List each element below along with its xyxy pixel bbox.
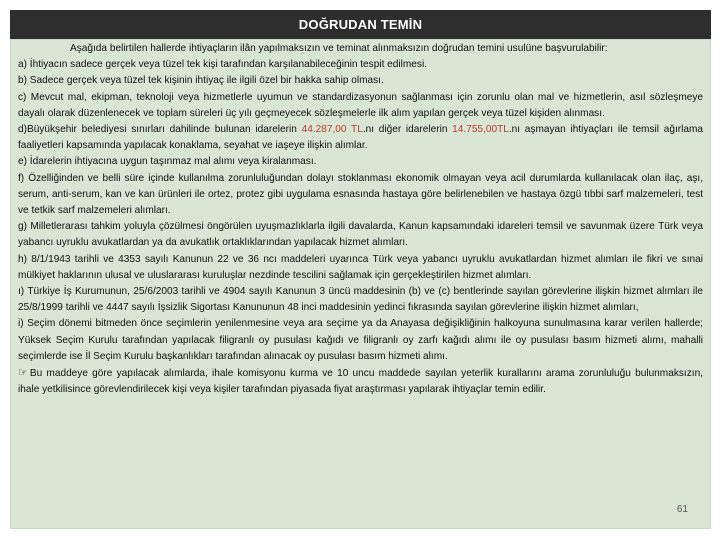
content-box [10,39,711,529]
page-number: 61 [676,503,688,515]
intro-paragraph: Aşağıda belirtilen hallerde ihtiyaçların ilân yapılmaksızın ve teminat alınmaksızın doğrudan temini usulüne başvurulabilir: [70,43,608,54]
item-g: g) Milletlerarası tahkim yoluyla çözülmesi öngörülen uyuşmazlıklarla ilgili davalarda, Kanun kapsamındaki idareleri temsil ve savunmak üzere Türk veya yabancı uyruklu avukatlardan ya da avukatlık ortaklıklarından yapılacak hizmet alımları. [18,221,703,249]
item-b: b) Sadece gerçek veya tüzel tek kişinin ihtiyaç ile ilgili özel bir hakka sahip olması. [18,75,384,87]
item-d-text-2: .nı diğer idarelerin [362,124,453,136]
item-a: a) İhtiyacın sadece gerçek veya tüzel tek kişi tarafından karşılanabileceğinin tespit edilmesi. [18,59,428,71]
slide-title: DOĞRUDAN TEMİN [10,10,711,39]
item-i: i) Seçim dönemi bitmeden önce seçimlerin yenilenmesine veya ara seçime ya da Anayasa değişikliğinin halkoyuna sunulmasına karar verilen hallerde; Yüksek Seçim Kurulu tarafından yapılacak filigranlı oy pusulası kağıdı ve filigranlı oy zarfı kağıdı alımı ile oy pusulası basım hizmeti alımı, mahalli seçimlerde ise İl Seçim Kurulu başkanlıkları tarafından alınacak oy pusulası basım hizmeti alımı. [18,318,703,362]
item-f: f) Özelliğinden ve belli süre içinde kullanılma zorunluluğundan dolayı stoklanması ekonomik olmayan veya acil durumlarda kullanılacak olan ilaç, aşı, serum, anti-serum, kan ve kan ürünleri ile ortez, protez gibi uygulama esnasında hastaya göre belirlenebilen ve hastaya özgü tıbbi sarf malzemeleri, test ve tetkik sarf malzemeleri alımları. [18,172,703,217]
pointing-hand-icon: ☞ [18,367,28,380]
item-h: h) 8/1/1943 tarihli ve 4353 sayılı Kanunun 22 ve 36 ncı maddeleri uyarınca Türk veya yabancı uyruklu avukatlardan hizmet alımları ile fikri ve sınai mülkiyet haklarının ulusal ve uluslararası kuruluşlar nezdinde tescilini sağlamak için gerçekleştirilen hizmet alımları. [18,253,703,281]
amount-other: 14.755,00TL [452,124,509,136]
item-d-text-1: d)Büyükşehir belediyesi sınırları dahilinde bulunan idarelerin [18,124,302,136]
item-c: c) Mevcut mal, ekipman, teknoloji veya hizmetlerle uyumun ve standardizasyonun sağlanması için zorunlu olan mal ve hizmetlerin, asıl sözleşmeye dayalı olarak düzenlenecek ve toplam süreleri üç yılı geçmeyecek sözleşmelerle ilk alım yapılan gerçek veya tüzel kişiden alınması. [18,91,703,119]
item-d [18,122,703,154]
item-d-text-3: .nı aşmayan ihtiyaçları ile temsil ağırlama faaliyetleri kapsamında yapılacak konaklama, seyahat ve iaşeye ilişkin alımlar. [18,124,703,152]
note-paragraph [18,365,703,398]
note-text: Bu maddeye göre yapılacak alımlarda, ihale komisyonu kurma ve 10 uncu maddede sayılan yeterlik kurallarını arama zorunluluğu bulunmaksızın, ihale yetkilisince görevlendirilecek kişi veya kişiler tarafından piyasada fiyat araştırması yapılarak ihtiyaçlar temin edilir. [18,368,703,396]
amount-metropolitan: 44.287,00 TL [301,124,363,136]
item-e: e) İdarelerin ihtiyacına uygun taşınmaz mal alımı veya kiralanması. [18,156,317,168]
item-i-dotless: ı) Türkiye İş Kurumunun, 25/6/2003 tarihli ve 4904 sayılı Kanunun 3 üncü maddesinin (b) ve (c) bentlerinde sayılan görevlerine ilişkin hizmet alımları ile 25/8/1999 tarihli ve 4447 sayılı İşsizlik Sigortası Kanununun 48 inci maddesinin yedinci fıkrasında sayılan görevlerine ilişkin hizmet alımları, [18,286,703,314]
